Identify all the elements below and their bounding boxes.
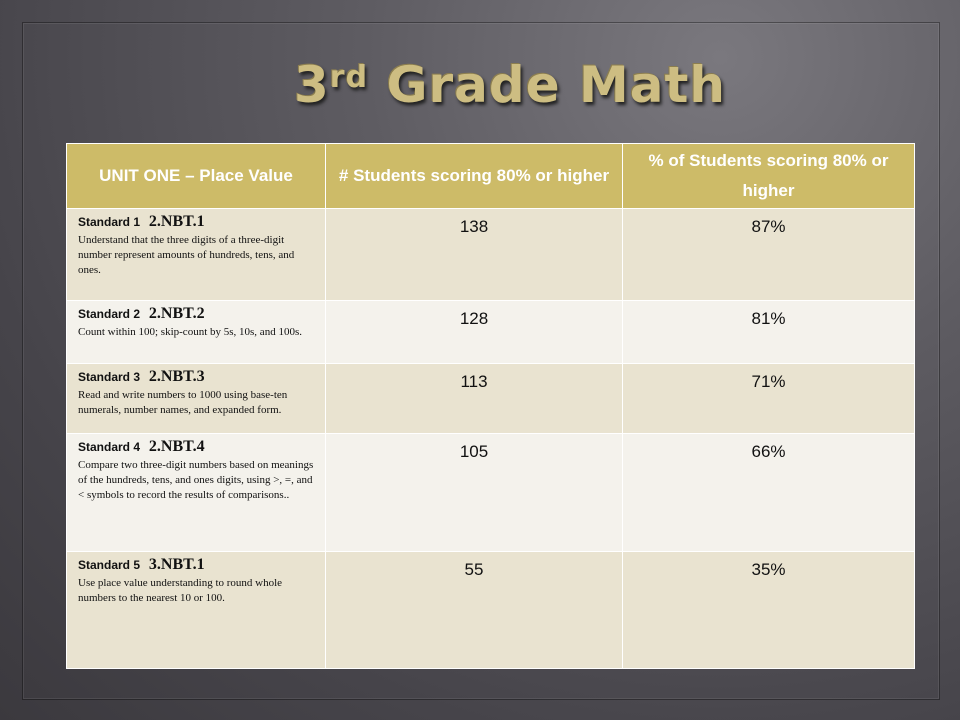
standard-cell: [67, 364, 326, 434]
count-cell: 138: [326, 209, 623, 301]
table-row: [67, 434, 915, 552]
standard-code: 2.NBT.4: [148, 438, 205, 455]
slide-title: 3rd Grade Math: [293, 56, 727, 114]
percent-cell: 81%: [623, 301, 915, 364]
count-cell: 128: [326, 301, 623, 364]
standard-label: Standard 1: [78, 215, 141, 229]
title-superscript: rd: [329, 60, 369, 95]
percent-cell: 71%: [623, 364, 915, 434]
table-row: [67, 209, 915, 301]
standard-code: 2.NBT.3: [148, 368, 205, 385]
header-row: [67, 144, 915, 209]
standard-label: Standard 2: [78, 307, 141, 321]
standard-cell: [67, 209, 326, 301]
count-cell: 113: [326, 364, 623, 434]
standard-description: Understand that the three digits of a three-digit number represent amounts of hundreds, tens, and ones.: [78, 234, 295, 276]
standard-code: 3.NBT.1: [148, 556, 205, 573]
standard-description: Read and write numbers to 1000 using base-ten numerals, number names, and expanded form.: [78, 389, 288, 416]
standard-description: Count within 100; skip-count by 5s, 10s, and 100s.: [78, 326, 302, 338]
header-count: # Students scoring 80% or higher: [326, 144, 623, 209]
standard-cell: [67, 434, 326, 552]
header-unit: UNIT ONE – Place Value: [67, 144, 326, 209]
standard-description: Compare two three-digit numbers based on meanings of the hundreds, tens, and ones digits, using >, =, and < symbols to record the results of comparisons..: [78, 459, 314, 501]
table-row: [67, 364, 915, 434]
table-row: [67, 301, 915, 364]
table-row: [67, 552, 915, 669]
percent-cell: 66%: [623, 434, 915, 552]
standard-code: 2.NBT.1: [148, 213, 205, 230]
percent-cell: 35%: [623, 552, 915, 669]
results-table: [66, 143, 915, 669]
header-percent: % of Students scoring 80% or higher: [623, 144, 915, 209]
standard-label: Standard 4: [78, 440, 141, 454]
count-cell: 105: [326, 434, 623, 552]
standard-code: 2.NBT.2: [148, 305, 205, 322]
count-cell: 55: [326, 552, 623, 669]
standard-cell: [67, 301, 326, 364]
standard-label: Standard 3: [78, 370, 141, 384]
standard-label: Standard 5: [78, 558, 141, 572]
standard-cell: [67, 552, 326, 669]
percent-cell: 87%: [623, 209, 915, 301]
standard-description: Use place value understanding to round whole numbers to the nearest 10 or 100.: [78, 577, 283, 604]
